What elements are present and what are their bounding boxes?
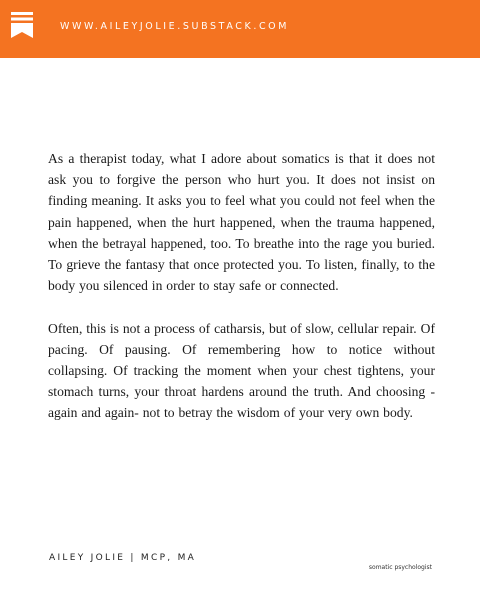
- author-credit: AILEY JOLIE | MCP, MA: [49, 553, 197, 563]
- site-url[interactable]: WWW.AILEYJOLIE.SUBSTACK.COM: [60, 21, 290, 32]
- header-bar: [0, 0, 480, 58]
- article-body: [48, 148, 435, 445]
- author-role: somatic psychologist: [368, 564, 432, 571]
- paragraph: Often, this is not a process of catharsis, but of slow, cellular repair. Of pacing. Of pausing. Of remembering how to notice without collapsing. Of tracking the moment when your chest tightens, your stomach turns, your throat hardens around the truth. And choosing - again and again- not to betray the wisdom of your very own body.: [48, 320, 435, 421]
- paragraph: As a therapist today, what I adore about somatics is that it does not ask you to forgive the person who hurt you. It does not insist on finding meaning. It asks you to feel what you could not feel when the pain happened, when the hurt happened, when the trauma happened, when the betrayal happened, too. To breathe into the rage you buried. To grieve the fantasy that once protected you. To listen, finally, to the body you silenced in order to stay safe or connected.: [48, 151, 435, 294]
- substack-logo-icon: [11, 12, 33, 38]
